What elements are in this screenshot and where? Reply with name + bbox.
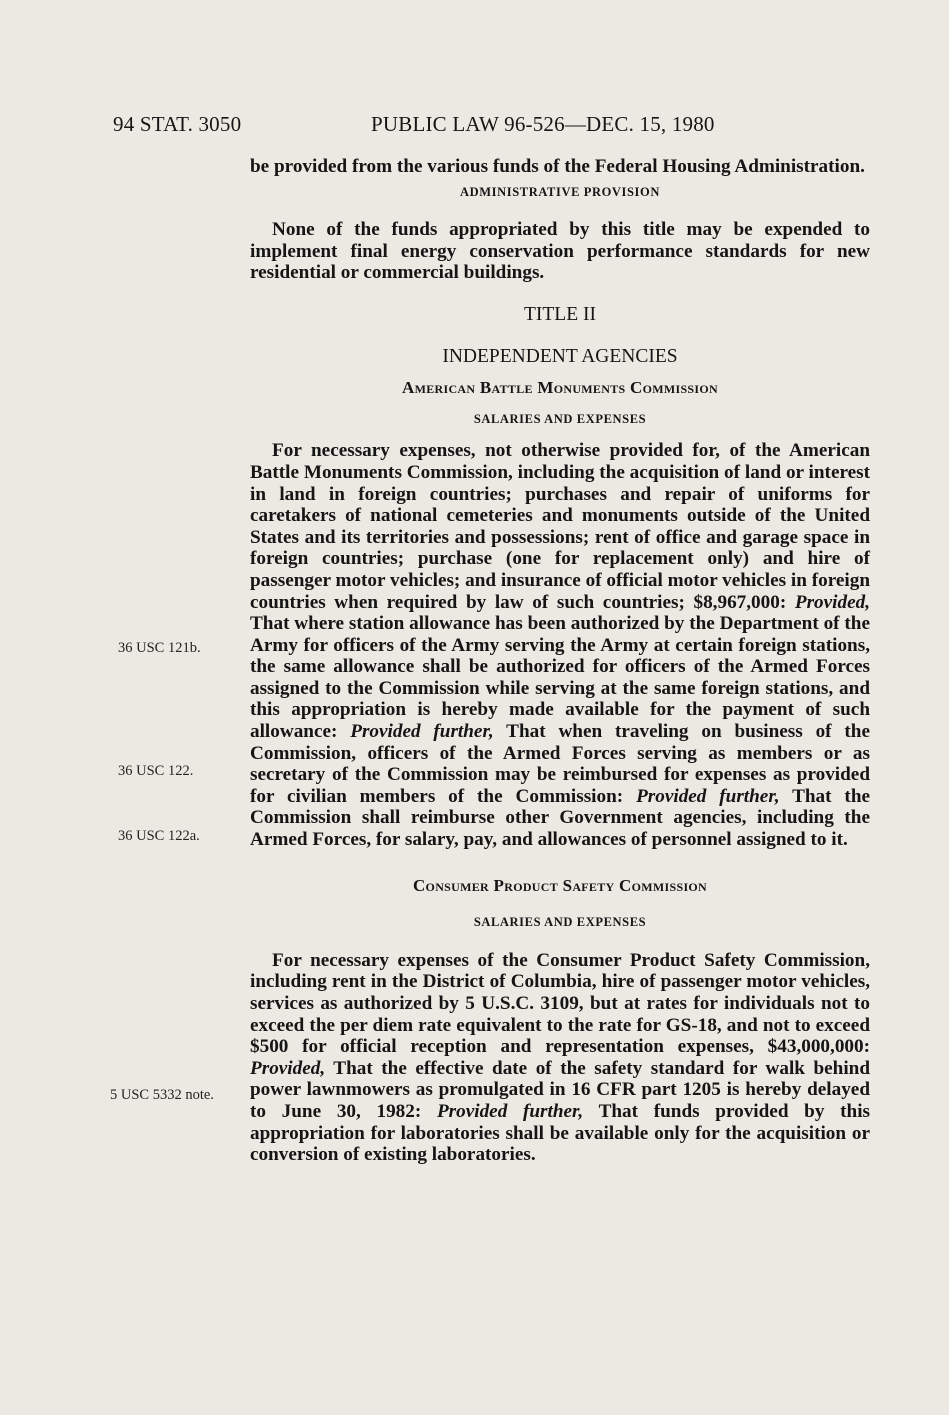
- text-run: That where station allowance has been authorized by the Department of the Army for officers of the Army serving the Army at certain foreign stations, the same allowance shall be authorized for officers of the Armed Forces assigned to the Commission while serving at the same foreign stations, and this appropriation is hereby made available for the payment of such allowance:: [250, 613, 870, 743]
- account-heading: SALARIES AND EXPENSES: [473, 411, 647, 426]
- admin-provision-paragraph: None of the funds appropriated by this title may be expended to implement final energy conservation performance standards for new residential or commercial buildings.: [250, 219, 870, 284]
- text-run: That the Commission shall reimburse other Government agencies, including the Armed Forces, for salary, pay, and allowances of personnel assigned to it.: [250, 785, 871, 851]
- text-run: That the effective date of the safety standard for walk behind power lawnmowers as promulgated in 16 CFR part 1205 is hereby delayed to June 30, 1982:: [250, 1057, 870, 1122]
- text-run: That when traveling on business of the Commission, officers of the Armed Forces serving as members or as secretary of the Commission may be reimbursed for expenses as provided for civilian members of the Commission:: [250, 721, 870, 807]
- text-run: For necessary expenses, not otherwise provided for, of the American Battle Monuments Commission, including the acquisition of land or interest in land in foreign countries; purchases and repair of uniforms for caretakers of national cemeteries and monuments outside of the United States and its territories and possessions; rent of office and garage space in foreign countries; purchase (one for replacement only) and hire of passenger motor vehicles; and insurance of official motor vehicles in foreign countries when required by law of such countries; $8,967,000:: [250, 440, 870, 613]
- margin-note: 36 USC 121b.: [118, 640, 201, 656]
- title-heading: TITLE II: [523, 303, 596, 325]
- proviso: Provided further,: [350, 721, 494, 743]
- public-law-citation: PUBLIC LAW 96-526—DEC. 15, 1980: [371, 112, 715, 136]
- margin-note: 36 USC 122.: [118, 763, 194, 779]
- cpsc-paragraph: [250, 950, 870, 1166]
- stat-citation: 94 STAT. 3050: [113, 112, 242, 136]
- title-subheading: INDEPENDENT AGENCIES: [442, 345, 678, 367]
- abmc-paragraph: [250, 440, 870, 850]
- margin-note: 5 USC 5332 note.: [110, 1087, 214, 1103]
- agency-heading: Consumer Product Safety Commission: [412, 875, 708, 895]
- text-run: For necessary expenses of the Consumer Product Safety Commission, including rent in the District of Columbia, hire of passenger motor vehicles, services as authorized by 5 U.S.C. 3109, but at rates for individuals not to exceed the per diem rate equivalent to the rate for GS-18, and not to exceed $500 for official reception and representation expenses, $43,000,000:: [250, 949, 870, 1058]
- agency-heading: American Battle Monuments Commission: [402, 378, 718, 398]
- proviso: Provided further,: [636, 785, 780, 807]
- main-text-column: [250, 156, 870, 1166]
- intro-paragraph: be provided from the various funds of the Federal Housing Administration.: [250, 156, 865, 177]
- margin-note: 36 USC 122a.: [118, 828, 200, 844]
- section-heading: ADMINISTRATIVE PROVISION: [460, 184, 660, 199]
- text-run: That funds provided by this appropriation for laboratories shall be available only for the acquisition or conversion of existing laboratories.: [250, 1100, 870, 1166]
- proviso: Provided,: [250, 1057, 326, 1079]
- proviso: Provided further,: [436, 1100, 584, 1122]
- proviso: Provided,: [794, 591, 870, 613]
- account-heading: SALARIES AND EXPENSES: [473, 915, 647, 930]
